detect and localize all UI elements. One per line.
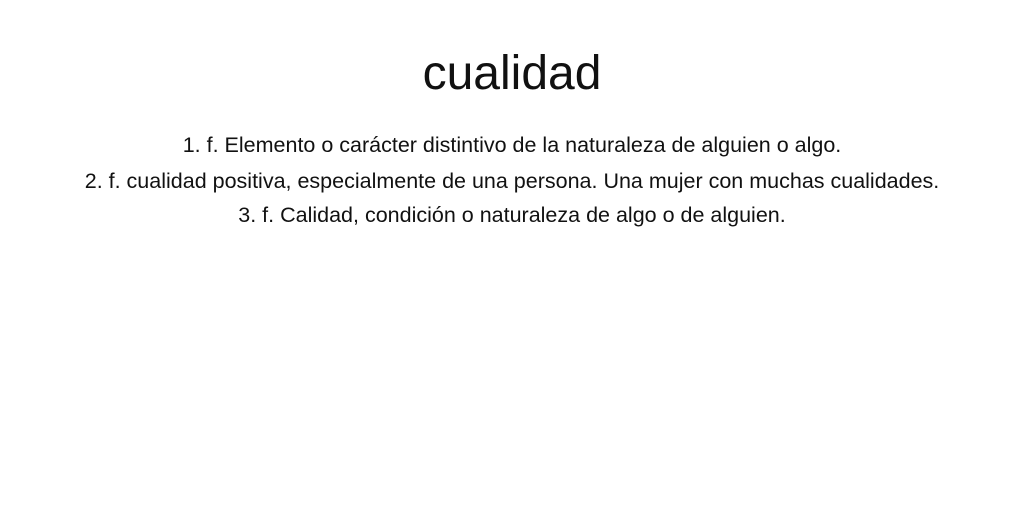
- definition-item: 1. f. Elemento o carácter distintivo de la naturaleza de alguien o algo.: [182, 133, 842, 157]
- definition-item: 3. f. Calidad, condición o naturaleza de algo o de alguien.: [238, 203, 786, 227]
- definition-item: 2. f. cualidad positiva, especialmente de una persona. Una mujer con muchas cualidades.: [84, 169, 940, 193]
- definition-list: [64, 128, 960, 230]
- entry-word-title: cualidad: [422, 47, 602, 100]
